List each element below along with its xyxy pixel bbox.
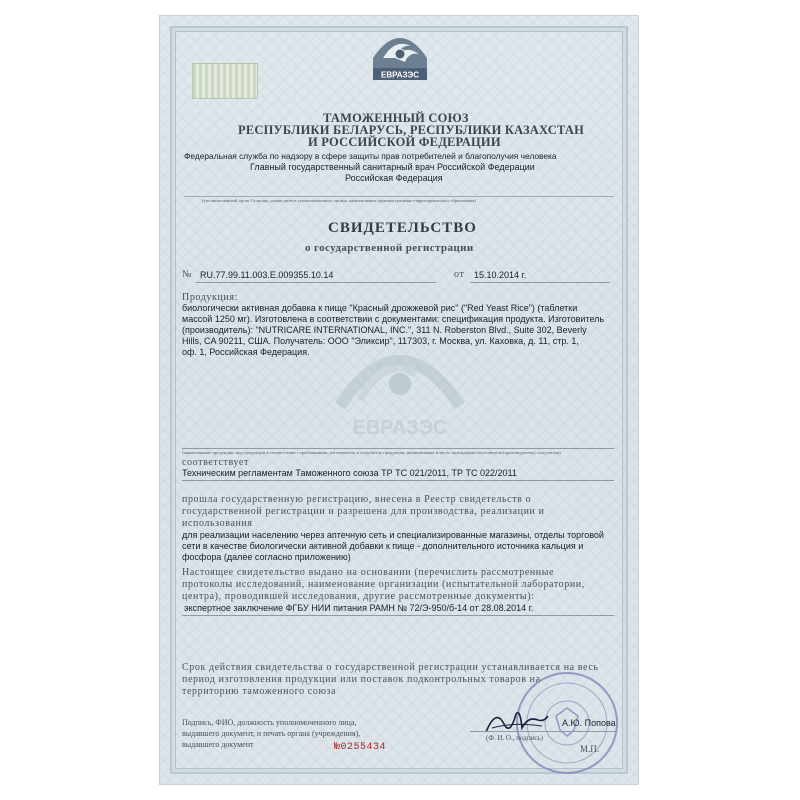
document-subtitle: о государственной регистрации (305, 242, 474, 254)
reg-date-label: от (454, 269, 465, 280)
basis-rule (182, 615, 614, 616)
certificate-page (160, 16, 638, 784)
emblem-text: ЕВРАЗЭС (380, 70, 420, 80)
authority-rule (184, 196, 614, 197)
product-line-1: биологически активная добавка к пище "Красный дрожжевой рис" ("Red Yeast Rice") (таблетки (182, 303, 578, 313)
basis-value: экспертное заключение ФГБУ НИИ питания РАМН № 72/Э-950/б-14 от 28.08.2014 г. (184, 603, 534, 613)
reg-number-label: № (182, 269, 193, 280)
signature-label-1: Подпись, ФИО, должность уполномоченного лица, (182, 718, 357, 727)
basis-line-1: Настоящее свидетельство выдано на основании (перечислить рассмотренные (182, 567, 555, 578)
stamp-label: М.П. (580, 744, 600, 754)
signature-label-2: выдавшего документ, и печать органа (учреждения), (182, 729, 361, 738)
eurasec-watermark-icon (330, 326, 470, 456)
document-title: СВИДЕТЕЛЬСТВО (328, 220, 477, 236)
passed-line-2: государственной регистрации и разрешена для производства, реализации и (182, 506, 545, 517)
header-line-2: РЕСПУБЛИКИ БЕЛАРУСЬ, РЕСПУБЛИКИ КАЗАХСТАН (238, 123, 585, 137)
product-line-2: массой 1250 мг). Изготовлена в соответствии с документами: спецификация продукта. Изготовитель (182, 314, 605, 324)
authority-line-3: Российская Федерация (345, 173, 443, 183)
product-line-5: оф. 1, Российская Федерация. (182, 347, 310, 357)
reg-number-rule (196, 282, 436, 283)
reg-date-rule (470, 282, 610, 283)
complies-text: Техническим регламентам Таможенного союза ТР ТС 021/2011, ТР ТС 022/2011 (182, 468, 517, 478)
signature-label-3: выдавшего документ (182, 740, 254, 749)
complies-rule (182, 480, 614, 481)
reg-number: RU.77.99.11.003.E.009355.10.14 (200, 270, 334, 280)
validity-line-2: период изготовления продукции или поставок подконтрольных товаров на (182, 674, 541, 685)
product-line-3: (производитель): "NUTRICARE INTERNATIONAL, INC.", 311 N. Roberston Blvd., Suite 302, Beverly (182, 325, 587, 335)
usage-line-3: фосфора (далее согласно приложению) (182, 552, 351, 562)
product-caption: (наименование продукции, вид продукции в соответствии с требованиями, изготовитель и получатель продукции, наименование и место нахождения изготовителя (производителя), получателя) (182, 450, 561, 455)
watermark-text: ЕВРАЗЭС (352, 417, 448, 439)
usage-line-1: для реализации населению через аптечную сеть и специализированные магазины, отделы торговой (182, 530, 604, 540)
validity-line-3: территорию таможенного союза (182, 686, 337, 697)
basis-line-2: протоколы исследований, наименование организации (испытательной лаборатории, (182, 579, 585, 590)
reg-date: 15.10.2014 г. (474, 270, 527, 280)
authority-line-1: Федеральная служба по надзору в сфере защиты прав потребителей и благополучия человека (184, 151, 557, 161)
authority-line-2: Главный государственный санитарный врач Российской Федерации (250, 162, 535, 172)
header-line-1: ТАМОЖЕННЫЙ СОЮЗ (323, 111, 469, 125)
signature-rule (470, 731, 616, 732)
usage-label: использования (182, 518, 253, 529)
usage-line-2: сети в качестве биологически активной добавки к пище - дополнительного источника кальция и (182, 541, 584, 551)
signature-caption: (Ф. И. О., подпись) (486, 734, 543, 742)
validity-line-1: Срок действия свидетельства о государственной регистрации устанавливается на весь (182, 662, 599, 673)
complies-label: соответствует (182, 457, 249, 468)
serial-number: №0255434 (334, 742, 387, 753)
hologram-sticker (192, 63, 258, 99)
signatory-name: А.Ю. Попова (562, 718, 616, 728)
product-label: Продукция: (182, 292, 238, 303)
header-line-3: И РОССИЙСКОЙ ФЕДЕРАЦИИ (308, 135, 501, 149)
basis-line-3: центра), проводившей исследования, другие рассмотренные документы): (182, 591, 535, 602)
product-line-4: Hills, CA 90211, США. Получатель: ООО "Эликсир", 117303, г. Москва, ул. Каховка, д. 11, стр. 1, (182, 336, 579, 346)
product-rule (182, 448, 614, 449)
passed-line-1: прошла государственную регистрацию, внесена в Реестр свидетельств о (182, 494, 532, 505)
authority-caption: (уполномоченный орган Стороны, руководитель уполномоченного органа, наименование административно-территориального образования) (202, 198, 477, 203)
eurasec-emblem-icon (365, 24, 435, 88)
